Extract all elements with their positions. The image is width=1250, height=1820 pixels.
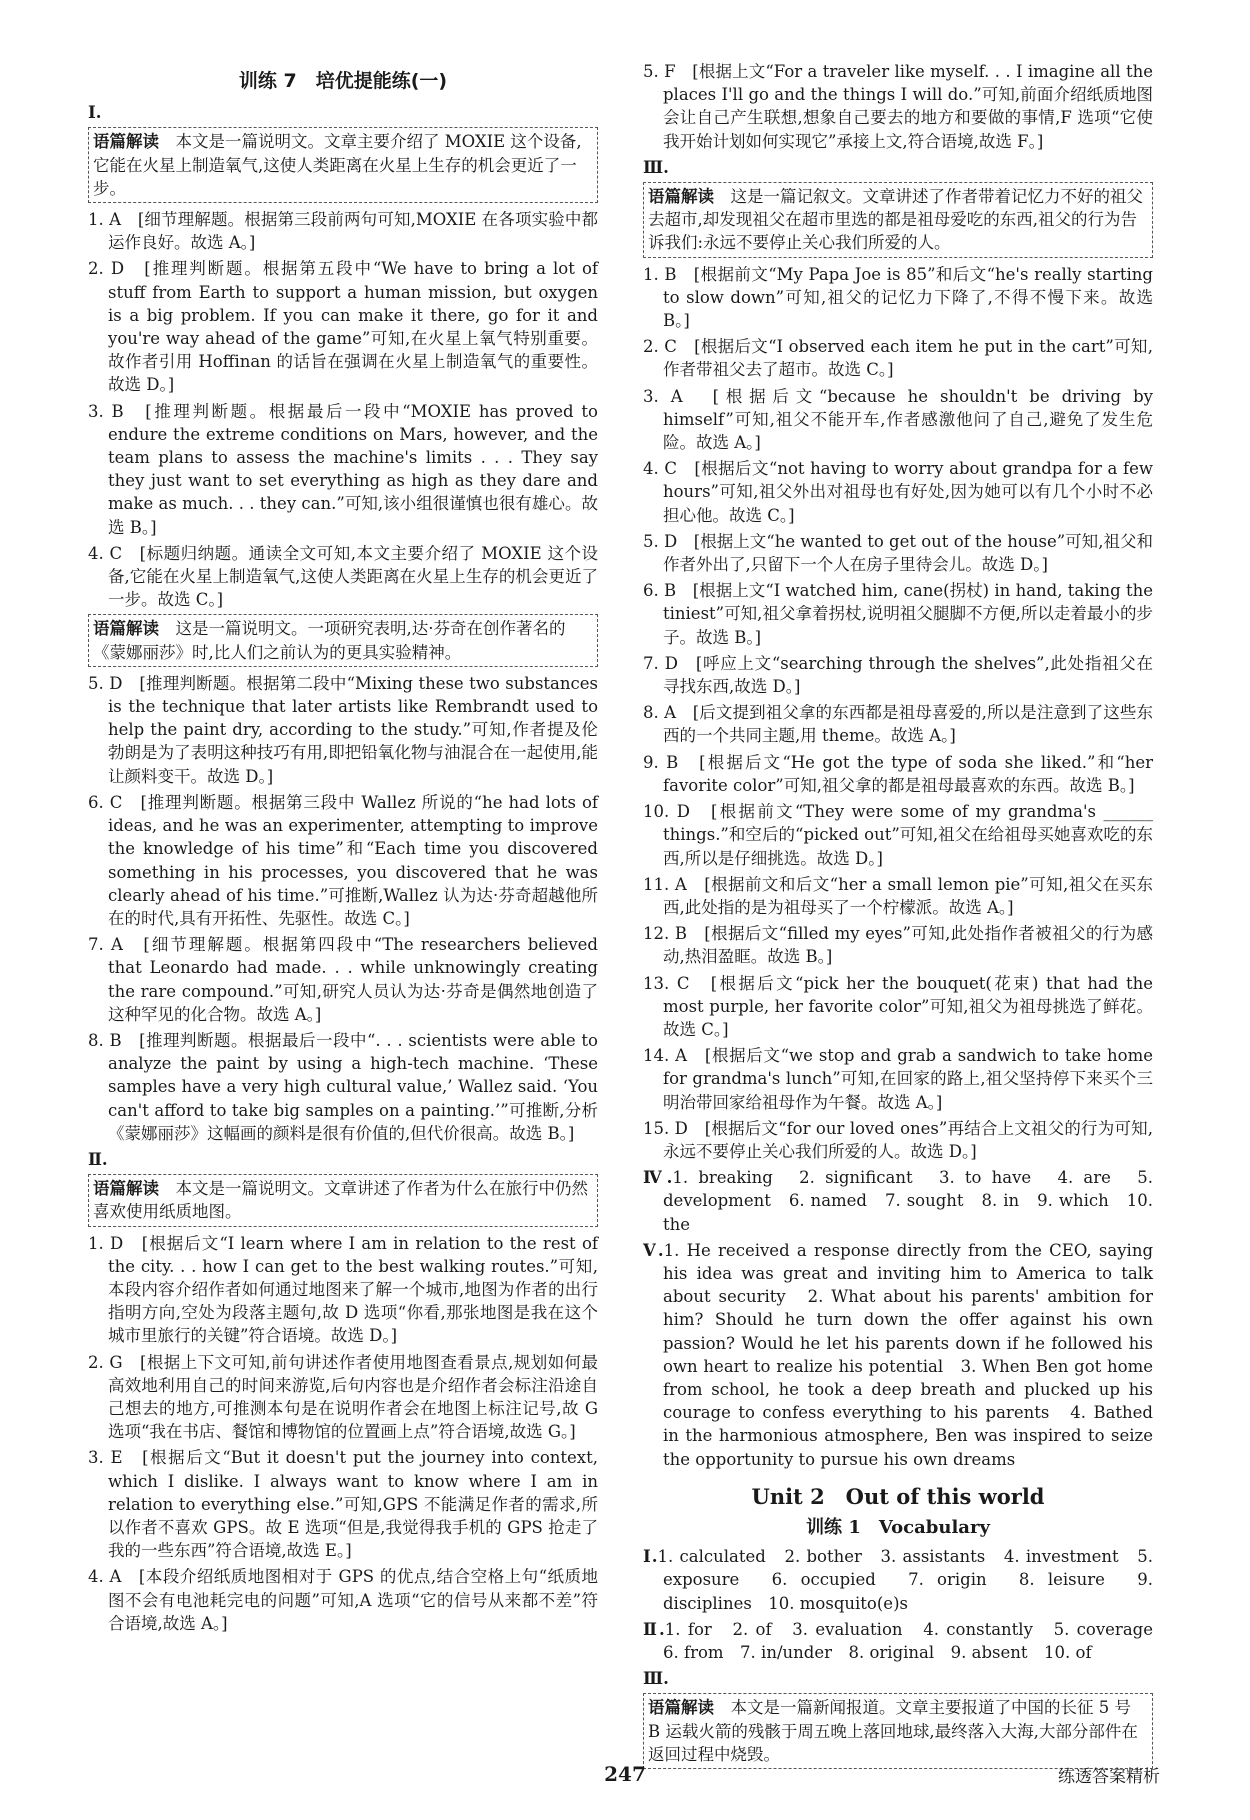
passage-analysis-box <box>88 127 598 203</box>
box-text: 本文是一篇说明文。文章主要介绍了 MOXIE 这个设备,它能在火星上制造氧气,这使人类距离在火星上生存的机会更近了一步。 <box>93 132 582 198</box>
unit-title: Unit 2 Out of this world <box>751 1483 1045 1509</box>
answer-item: 2. C [根据后文“I observed each item he put in the cart”可知,作者带祖父去了超市。故选 C。] <box>643 337 1153 380</box>
answer-list <box>88 1232 598 1635</box>
answer-item: 3. B [推理判断题。根据最后一段中“MOXIE has proved to endure the extreme conditions on Mars, however, and the team plans to assess the machine's limits . . . They say they just want to set everything as high as they dare and make as much. . . they can.”可知,该小组很谨慎也很有雄心。故选 B。] <box>88 401 598 537</box>
answer-list <box>88 208 598 611</box>
answer-item: 6. B [根据上文“I watched him, cane(拐杖) in hand, taking the tiniest”可知,祖父拿着拐杖,说明祖父腿脚不方便,所以走着最小的步子。故选 B。] <box>643 581 1153 647</box>
part-heading: Ⅲ. <box>643 1669 669 1689</box>
part-heading: Ⅳ. <box>643 1168 673 1188</box>
answer-line <box>643 1618 1170 1664</box>
footer-label: 练透答案精析 <box>1058 1767 1160 1787</box>
answer-item: 5. F [根据上文“For a traveler like myself. . . I imagine all the places I'll go and the things I will do.”可知,前面介绍纸质地图会让自己产生联想,想象自己要去的地方和要做的事情,F 选项“它使我开始计划如何实现它”承接上文,符合语境,故选 F。] <box>643 62 1153 151</box>
answer-item: 1. A [细节理解题。根据第三段前两句可知,MOXIE 在各项实验中都运作良好。故选 A。] <box>88 210 598 253</box>
answer-item: 9. B [根据后文“He got the type of soda she liked.”和“her favorite color”可知,祖父拿的都是祖母最喜欢的东西。故选 B。] <box>643 752 1153 795</box>
answer-item: 3. A [根据后文“because he shouldn't be driving by himself”可知,祖父不能开车,作者感激他问了自己,避免了发生危险。故选 A。] <box>643 386 1153 453</box>
part-heading: Ⅱ. <box>643 1619 665 1639</box>
answer-list <box>643 60 1153 153</box>
answer-item: 1. D [根据后文“I learn where I am in relation to the rest of the city. . . how I can get to the best walking routes.”可知,本段内容介绍作者如何通过地图来了解一个城市,地图为作者的出行指明方向,空处为段落主题句,故 D 选项“你看,那张地图是我在这个城市里旅行的关键”符合语境。故选 D。] <box>88 1233 598 1346</box>
answer-item: 15. D [根据后文“for our loved ones”再结合上文祖父的行为可知,永远不要停止关心我们所爱的人。故选 D。] <box>643 1118 1153 1161</box>
passage-analysis-box <box>88 614 598 666</box>
box-label: 语篇解读 <box>93 132 159 152</box>
box-label: 语篇解读 <box>648 187 714 207</box>
box-label: 语篇解读 <box>93 619 159 639</box>
part-heading: Ⅲ. <box>643 157 669 177</box>
exercise-title: 训练 1 Vocabulary <box>806 1516 990 1538</box>
right-column <box>643 60 1170 1774</box>
box-label: 语篇解读 <box>93 1179 159 1199</box>
answer-list <box>643 263 1153 1164</box>
passage-analysis-box <box>643 182 1153 258</box>
part-heading: Ⅱ. <box>88 1149 108 1169</box>
answer-item: 2. D [推理判断题。根据第五段中“We have to bring a lot of stuff from Earth to support a human mission, but oxygen is a big problem. If you can make it there, go for it and you're way ahead of the game”可知,在火星上氧气特别重要。故作者引用 Hoffinan 的话旨在强调在火星上制造氧气的重要性。故选 D。] <box>88 259 598 395</box>
answer-list <box>88 672 598 1145</box>
answer-text: 1. for 2. of 3. evaluation 4. constantly 5. coverage 6. from 7. in/under 8. original 9. absent 10. of <box>663 1619 1170 1662</box>
answer-item: 4. C [根据后文“not having to worry about grandpa for a few hours”可知,祖父外出对祖母也有好处,因为她可以有几个小时不必担心他。故选 C。] <box>643 459 1153 525</box>
part-heading: Ⅰ. <box>643 1547 658 1567</box>
answer-item: 11. A [根据前文和后文“her a small lemon pie”可知,祖父在买东西,此处指的是为祖母买了一个柠檬派。故选 A。] <box>643 874 1153 917</box>
box-label: 语篇解读 <box>648 1698 714 1718</box>
box-text: 本文是一篇说明文。文章讲述了作者为什么在旅行中仍然喜欢使用纸质地图。 <box>93 1179 588 1222</box>
section-title: 训练 7 培优提能练(一) <box>238 70 448 92</box>
answer-text: 1. breaking 2. significant 3. to have 4. are 5. development 6. named 7. sought 8. in 9. which 10. the <box>663 1168 1154 1234</box>
answer-item: 10. D [根据前文“They were some of my grandma's ______ things.”和空后的“picked out”可知,祖父在给祖母买她喜欢吃的东西,所以是仔细挑选。故选 D。] <box>643 802 1153 868</box>
part-heading: Ⅰ. <box>88 103 102 123</box>
answer-item: 3. E [根据后文“But it doesn't put the journey into context, which I dislike. I always want to know where I am in relation to everything else.”可知,GPS 不能满足作者的需求,所以作者不喜欢 GPS。故 E 选项“但是,我觉得我手机的 GPS 抢走了我的一些东西”符合语境,故选 E。] <box>88 1448 598 1561</box>
answer-line <box>643 1166 1153 1236</box>
box-text: 本文是一篇新闻报道。文章主要报道了中国的长征 5 号 B 运载火箭的残骸于周五晚上落回地球,最终落入大海,大部分部件在返回过程中烧毁。 <box>648 1698 1138 1764</box>
answer-item: 1. B [根据前文“My Papa Joe is 85”和后文“he's really starting to slow down”可知,祖父的记忆力下降了,不得不慢下来。故选 B。] <box>643 264 1153 331</box>
answer-text: 1. He received a response directly from the CEO, saying his idea was great and inviting him to America to talk about security 2. What about his parents' ambition for him? Should he turn down the offer against his own passion? Would he let his parents down if he followed his own heart to realize his potential 3. When Ben got home from school, he took a deep breath and plucked up his courage to confess everything to his parents 4. Bathed in the harmonious atmosphere, Ben was inspired to seize the opportunity to pursue his own dreams <box>663 1240 1154 1469</box>
answer-line <box>643 1239 1153 1471</box>
box-text: 这是一篇说明文。一项研究表明,达·芬奇在创作著名的《蒙娜丽莎》时,比人们之前认为的更具实验精神。 <box>93 619 566 662</box>
answer-item: 7. A [细节理解题。根据第四段中“The researchers believed that Leonardo had made. . . while unknowingly creating the rare compound.”可知,研究人员认为达·芬奇是偶然地创造了这种罕见的化合物。故选 A。] <box>88 935 598 1024</box>
part-heading: Ⅴ. <box>643 1240 664 1260</box>
answer-item: 8. B [推理判断题。根据最后一段中“. . . scientists were able to analyze the paint by using a high-tech machine. ‘These samples have a very high cultural value,’ Wallez said. ‘You can't afford to take big samples on a painting.’”可推断,分析《蒙娜丽莎》这幅画的颜料是很有价值的,但代价很高。故选 B。] <box>88 1030 598 1143</box>
answer-item: 5. D [推理判断题。根据第二段中“Mixing these two substances is the technique that later artists like Rembrandt used to help the paint dry, according to the study.”可知,作者提及伦勃朗是为了表明这种技巧有用,即把铅氧化物与油混合在一起使用,能让颜料变干。故选 D。] <box>88 673 598 786</box>
passage-analysis-box <box>88 1174 598 1226</box>
answer-line <box>643 1545 1153 1615</box>
answer-item: 2. G [根据上下文可知,前句讲述作者使用地图查看景点,规划如何最高效地利用自己的时间来游览,后句内容也是介绍作者会标注沿途自己想去的地方,可推测本句是在说明作者会在地图上标注记号,故 G 选项“我在书店、餐馆和博物馆的位置画上点”符合语境,故选 G。] <box>88 1352 598 1442</box>
answer-item: 7. D [呼应上文“searching through the shelves”,此处指祖父在寻找东西,故选 D。] <box>643 653 1153 697</box>
answer-item: 6. C [推理判断题。根据第三段中 Wallez 所说的“he had lots of ideas, and he was an experimenter, attempting to improve the knowledge of his time”和“Each time you discovered something in his processes, you discovered that he was clearly ahead of his time.”可推断,Wallez 认为达·芬奇超越他所在的时代,具有开拓性、先驱性。故选 C。] <box>88 792 598 928</box>
passage-analysis-box <box>643 1693 1153 1769</box>
box-text: 这是一篇记叙文。文章讲述了作者带着记忆力不好的祖父去超市,却发现祖父在超市里选的都是祖母爱吃的东西,祖父的行为告诉我们:永远不要停止关心我们所爱的人。 <box>648 187 1143 253</box>
answer-item: 13. C [根据后文“pick her the bouquet(花束) that had the most purple, her favorite color”可知,祖父为祖母挑选了鲜花。故选 C。] <box>643 973 1153 1039</box>
page-number: 247 <box>604 1762 646 1786</box>
answer-item: 4. C [标题归纳题。通读全文可知,本文主要介绍了 MOXIE 这个设备,它能在火星上制造氧气,这使人类距离在火星上生存的机会更近了一步。故选 C。] <box>88 543 598 610</box>
left-column <box>88 60 598 1638</box>
answer-item: 12. B [根据后文“filled my eyes”可知,此处指作者被祖父的行为感动,热泪盈眶。故选 B。] <box>643 924 1153 967</box>
answer-item: 14. A [根据后文“we stop and grab a sandwich to take home for grandma's lunch”可知,在回家的路上,祖父坚持停下来买个三明治带回家给祖母作为午餐。故选 A。] <box>643 1046 1153 1112</box>
answer-item: 5. D [根据上文“he wanted to get out of the house”可知,祖父和作者外出了,只留下一个人在房子里待会儿。故选 D。] <box>643 531 1153 575</box>
answer-item: 8. A [后文提到祖父拿的东西都是祖母喜爱的,所以是注意到了这些东西的一个共同主题,用 theme。故选 A。] <box>643 703 1153 746</box>
answer-text: 1. calculated 2. bother 3. assistants 4. investment 5. exposure 6. occupied 7. origin 8. leisure 9. disciplines 10. mosquito(e)s <box>657 1547 1153 1613</box>
answer-item: 4. A [本段介绍纸质地图相对于 GPS 的优点,结合空格上句“纸质地图不会有电池耗完电的问题”可知,A 选项“它的信号从来都不差”符合语境,故选 A。] <box>88 1567 598 1633</box>
